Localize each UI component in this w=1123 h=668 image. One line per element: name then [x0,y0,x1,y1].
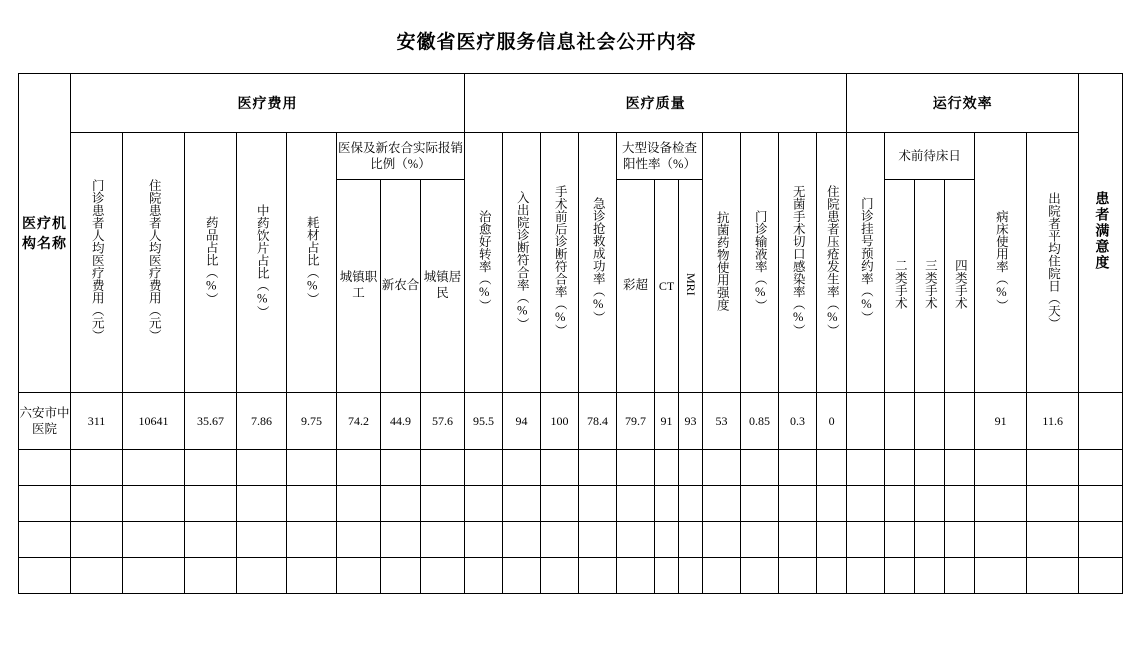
cell-tcm-ratio [237,450,287,486]
cell-ct [655,522,679,558]
cell-bed-usage [975,522,1027,558]
cell-mri [679,558,703,594]
cell-admit-discharge [503,450,541,486]
cell-satisfaction [1079,393,1123,450]
header-surgery-type-3 [915,180,945,393]
cell-bed-usage [975,558,1027,594]
cell-admit-discharge [503,558,541,594]
cell-inpatient-cost: 10641 [123,393,185,450]
cell-admit-discharge [503,522,541,558]
header-group-medical-cost: 医疗费用 [71,74,465,133]
cell-surgery-4 [945,393,975,450]
header-bedsore-rate-label: 住院患者压疮发生率（%） [825,184,840,337]
cell-inst-name: 六安市中医院 [19,393,71,450]
cell-sterile-infection [779,450,817,486]
header-group-patient-satisfaction-label: 患者满意度 [1093,191,1109,271]
cell-bedsore-rate [817,558,847,594]
cell-tcm-ratio [237,558,287,594]
cell-bedsore-rate: 0 [817,393,847,450]
disclosure-table-container [18,73,1109,594]
header-urban-worker: 城镇职工 [337,180,381,393]
cell-outpatient-cost [71,522,123,558]
cell-surgery-2 [885,522,915,558]
cell-outpatient-cost [71,558,123,594]
header-drug-ratio-label: 药品占比（%） [204,216,219,305]
cell-bedsore-rate [817,450,847,486]
header-infusion-rate-label: 门诊输液率（%） [753,209,768,312]
table-row[interactable] [19,393,1123,450]
header-tcm-ratio [237,133,287,393]
cell-appointment-rate [847,486,885,522]
cell-urban-resident [421,558,465,594]
cell-avg-stay [1027,450,1079,486]
header-emergency-rescue [579,133,617,393]
cell-antibiotic [703,558,741,594]
cell-mri [679,486,703,522]
cell-emergency-rescue [579,558,617,594]
cell-antibiotic [703,522,741,558]
cell-ultrasound [617,522,655,558]
cell-surgery-2 [885,486,915,522]
cell-surgery-4 [945,486,975,522]
header-new-rural-coop: 新农合 [381,180,421,393]
cell-mri [679,450,703,486]
cell-appointment-rate [847,450,885,486]
cell-ultrasound [617,450,655,486]
cell-surgery-2 [885,393,915,450]
cell-infusion-rate [741,486,779,522]
cell-inst-name [19,522,71,558]
header-avg-stay-days-label: 出院者平均住院日（天） [1046,191,1061,330]
header-surgery-type-4 [945,180,975,393]
header-preop-bed-days: 术前待床日 [885,133,975,180]
header-consumable-ratio [287,133,337,393]
cell-bed-usage: 91 [975,393,1027,450]
cell-cure-improve: 95.5 [465,393,503,450]
cell-emergency-rescue [579,486,617,522]
cell-satisfaction [1079,522,1123,558]
cell-cure-improve [465,450,503,486]
header-admit-discharge-label: 入出院诊断符合率（%） [515,191,530,330]
cell-surgery-2 [885,558,915,594]
header-ct-label: CT [658,278,675,293]
header-avg-stay-days [1027,133,1079,393]
cell-sterile-infection: 0.3 [779,393,817,450]
cell-sterile-infection [779,522,817,558]
table-row[interactable] [19,486,1123,522]
cell-mri [679,522,703,558]
cell-inpatient-cost [123,558,185,594]
cell-urban-worker: 74.2 [337,393,381,450]
cell-admit-discharge: 94 [503,393,541,450]
header-appointment-rate-label: 门诊挂号预约率（%） [859,197,874,324]
cell-antibiotic: 53 [703,393,741,450]
cell-admit-discharge [503,486,541,522]
header-inpatient-cost-label: 住院患者人均医疗费用（元） [147,179,162,342]
header-preop-postop [541,133,579,393]
header-ultrasound: 彩超 [617,180,655,393]
cell-appointment-rate [847,558,885,594]
cell-new-rural [381,522,421,558]
cell-drug-ratio [185,558,237,594]
table-row[interactable] [19,450,1123,486]
cell-emergency-rescue: 78.4 [579,393,617,450]
cell-urban-resident: 57.6 [421,393,465,450]
cell-consumable-ratio [287,558,337,594]
header-outpatient-cost [71,133,123,393]
cell-mri: 93 [679,393,703,450]
cell-ct [655,486,679,522]
cell-consumable-ratio [287,522,337,558]
cell-consumable-ratio: 9.75 [287,393,337,450]
cell-infusion-rate [741,522,779,558]
cell-bedsore-rate [817,522,847,558]
cell-preop-postop [541,486,579,522]
cell-infusion-rate: 0.85 [741,393,779,450]
header-surgery-type-3-label: 三类手术 [923,259,938,309]
header-infusion-rate [741,133,779,393]
cell-surgery-3 [915,522,945,558]
cell-inst-name [19,486,71,522]
cell-urban-resident [421,522,465,558]
header-mri-label: MRI [684,272,698,296]
header-institution-name-label: 医疗机构名称 [22,217,67,252]
header-emergency-rescue-label: 急诊抢救成功率（%） [591,197,606,324]
cell-bed-usage [975,450,1027,486]
cell-bedsore-rate [817,486,847,522]
header-bed-usage-rate [975,133,1027,393]
cell-antibiotic [703,450,741,486]
cell-ultrasound [617,486,655,522]
cell-avg-stay [1027,558,1079,594]
cell-urban-worker [337,558,381,594]
cell-urban-worker [337,450,381,486]
header-tcm-ratio-label: 中药饮片占比（%） [255,203,270,318]
cell-ultrasound [617,558,655,594]
cell-outpatient-cost [71,450,123,486]
header-antibiotic-intensity-label: 抗菌药物使用强度 [715,210,730,311]
cell-ct [655,558,679,594]
cell-satisfaction [1079,558,1123,594]
cell-satisfaction [1079,486,1123,522]
header-admit-discharge [503,133,541,393]
cell-consumable-ratio [287,450,337,486]
header-preop-postop-label: 手术前后诊断符合率（%） [553,184,568,337]
table-row[interactable] [19,522,1123,558]
cell-inpatient-cost [123,522,185,558]
cell-surgery-3 [915,558,945,594]
cell-inpatient-cost [123,450,185,486]
cell-preop-postop [541,558,579,594]
cell-surgery-3 [915,393,945,450]
header-cure-improve-label: 治愈好转率（%） [477,209,492,312]
cell-new-rural [381,486,421,522]
cell-tcm-ratio [237,486,287,522]
header-ct [655,180,679,393]
cell-urban-resident [421,450,465,486]
header-sterile-infection-rate [779,133,817,393]
header-surgery-type-2 [885,180,915,393]
page-title: 安徽省医疗服务信息社会公开内容 [396,32,697,53]
header-bed-usage-rate-label: 病床使用率（%） [994,209,1009,312]
cell-avg-stay: 11.6 [1027,393,1079,450]
header-surgery-type-4-label: 四类手术 [953,259,968,309]
header-group-operation-efficiency: 运行效率 [847,74,1079,133]
header-bedsore-rate [817,133,847,393]
header-group-medical-quality: 医疗质量 [465,74,847,133]
cell-antibiotic [703,486,741,522]
header-inpatient-cost [123,133,185,393]
cell-bed-usage [975,486,1027,522]
cell-sterile-infection [779,486,817,522]
header-cure-improve [465,133,503,393]
header-group-row [19,74,1123,133]
cell-tcm-ratio [237,522,287,558]
cell-appointment-rate [847,522,885,558]
disclosure-table [18,73,1123,594]
cell-sterile-infection [779,558,817,594]
cell-new-rural [381,558,421,594]
cell-cure-improve [465,558,503,594]
cell-surgery-4 [945,450,975,486]
cell-drug-ratio [185,450,237,486]
cell-surgery-3 [915,486,945,522]
cell-tcm-ratio: 7.86 [237,393,287,450]
cell-cure-improve [465,522,503,558]
header-mri [679,180,703,393]
header-institution-name [19,74,71,393]
cell-outpatient-cost [71,486,123,522]
cell-surgery-4 [945,558,975,594]
cell-urban-worker [337,486,381,522]
cell-infusion-rate [741,558,779,594]
cell-drug-ratio [185,486,237,522]
cell-consumable-ratio [287,486,337,522]
cell-urban-worker [337,522,381,558]
header-large-equipment-positive-rate: 大型设备检查阳性率（%） [617,133,703,180]
header-outpatient-cost-label: 门诊患者人均医疗费用（元） [90,179,105,342]
cell-outpatient-cost: 311 [71,393,123,450]
cell-inpatient-cost [123,486,185,522]
cell-avg-stay [1027,522,1079,558]
header-group-patient-satisfaction [1079,74,1123,393]
cell-drug-ratio: 35.67 [185,393,237,450]
cell-preop-postop [541,450,579,486]
header-urban-resident: 城镇居民 [421,180,465,393]
cell-cure-improve [465,486,503,522]
cell-ultrasound: 79.7 [617,393,655,450]
header-antibiotic-intensity [703,133,741,393]
cell-surgery-3 [915,450,945,486]
header-surgery-type-2-label: 二类手术 [893,259,908,309]
cell-ct: 91 [655,393,679,450]
cell-inst-name [19,450,71,486]
cell-emergency-rescue [579,522,617,558]
cell-surgery-4 [945,522,975,558]
header-reimbursement-ratio: 医保及新农合实际报销比例（%） [337,133,465,180]
cell-preop-postop [541,522,579,558]
cell-new-rural: 44.9 [381,393,421,450]
cell-urban-resident [421,486,465,522]
header-consumable-ratio-label: 耗材占比（%） [305,216,320,305]
cell-preop-postop: 100 [541,393,579,450]
cell-infusion-rate [741,450,779,486]
cell-satisfaction [1079,450,1123,486]
table-row[interactable] [19,558,1123,594]
cell-inst-name [19,558,71,594]
cell-emergency-rescue [579,450,617,486]
header-mid-row [19,133,1123,180]
cell-appointment-rate [847,393,885,450]
header-appointment-rate [847,133,885,393]
cell-surgery-2 [885,450,915,486]
cell-ct [655,450,679,486]
header-sterile-infection-rate-label: 无菌手术切口感染率（%） [791,184,806,337]
cell-drug-ratio [185,522,237,558]
cell-avg-stay [1027,486,1079,522]
header-drug-ratio [185,133,237,393]
cell-new-rural [381,450,421,486]
